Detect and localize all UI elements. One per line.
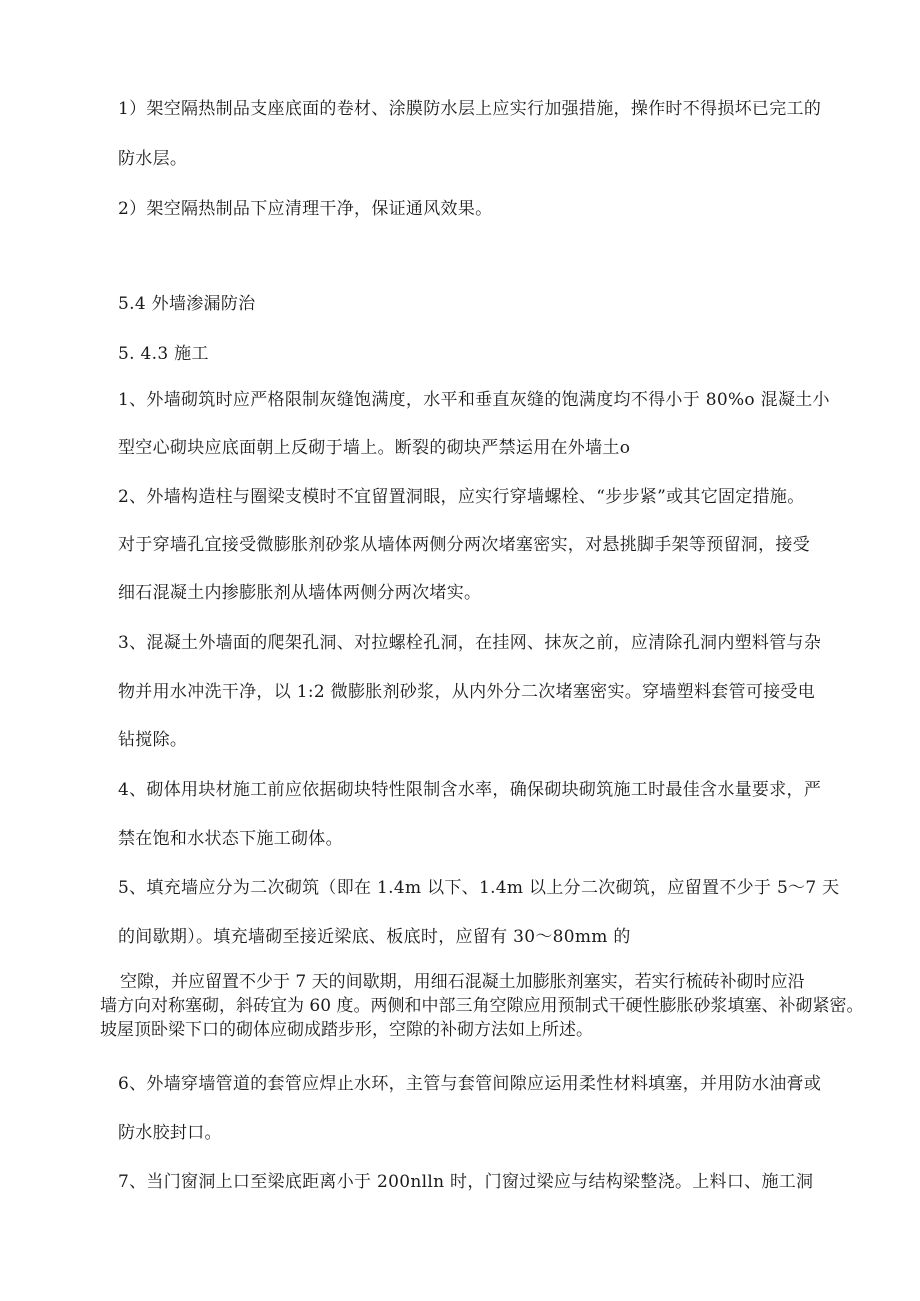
paragraph-line: 钻搅除。: [118, 730, 188, 750]
paragraph-line: 禁在饱和水状态下施工砌体。: [118, 829, 343, 849]
section-heading: 5.4 外墙渗漏防治: [118, 294, 256, 314]
paragraph-line: 2）架空隔热制品下应清理干净，保证通风效果。: [118, 199, 493, 219]
paragraph-line: 型空心砌块应底面朝上反砌于墙上。断裂的砌块严禁运用在外墙土o: [118, 438, 631, 458]
paragraph-line: 7、当门窗洞上口至梁底距离小于 200nlln 时，门窗过梁应与结构梁整浇。上料口、施工洞: [118, 1172, 814, 1192]
paragraph-line: 2、外墙构造柱与圈梁支模时不宜留置洞眼，应实行穿墙螺栓、“步步紧”或其它固定措施。: [118, 487, 805, 507]
paragraph-line: 防水层。: [118, 149, 188, 169]
paragraph-line: 物并用水冲洗干净，以 1:2 微膨胀剂砂浆，从内外分二次堵塞密实。穿墙塑料套管可接受电: [118, 682, 816, 702]
paragraph-line: 防水胶封口。: [118, 1123, 222, 1143]
paragraph-line: 5、填充墙应分为二次砌筑（即在 1.4m 以下、1.4m 以上分二次砌筑，应留置不少于 5～7 天: [118, 878, 840, 898]
paragraph-line: 6、外墙穿墙管道的套管应焊止水环，主管与套管间隙应运用柔性材料填塞，并用防水油膏或: [118, 1074, 822, 1094]
paragraph-line: 4、砌体用块材施工前应依据砌块特性限制含水率，确保砌块砌筑施工时最佳含水量要求，严: [118, 780, 822, 800]
paragraph-line: 空隙，并应留置不少于 7 天的间歇期，用细石混凝土加膨胀剂塞实，若实行梳砖补砌时应沿: [120, 972, 805, 992]
paragraph-line: 墙方向对称塞砌，斜砖宜为 60 度。两侧和中部三角空隙应用预制式干硬性膨胀砂浆填塞、补砌紧密。: [100, 996, 864, 1016]
paragraph-line: 的间歇期）。填充墙砌至接近梁底、板底时，应留有 30～80mm 的: [118, 927, 631, 947]
paragraph-line: 细石混凝土内掺膨胀剂从墙体两侧分两次堵实。: [118, 583, 482, 603]
subsection-heading: 5. 4.3 施工: [118, 344, 209, 364]
paragraph-line: 1、外墙砌筑时应严格限制灰缝饱满度，水平和垂直灰缝的饱满度均不得小于 80%o 混凝土小: [118, 390, 830, 410]
paragraph-line: 1）架空隔热制品支座底面的卷材、涂膜防水层上应实行加强措施，操作时不得损坏已完工的: [118, 99, 822, 119]
dense-paragraph: [100, 970, 880, 1042]
paragraph-line: 坡屋顶卧梁下口的砌体应砌成踏步形，空隙的补砌方法如上所述。: [100, 1020, 593, 1040]
paragraph-line: 3、混凝土外墙面的爬架孔洞、对拉螺栓孔洞，在挂网、抹灰之前，应清除孔洞内塑料管与杂: [118, 633, 822, 653]
paragraph-line: 对于穿墙孔宜接受微膨胀剂砂浆从墙体两侧分两次堵塞密实，对悬挑脚手架等预留洞，接受: [118, 535, 810, 555]
